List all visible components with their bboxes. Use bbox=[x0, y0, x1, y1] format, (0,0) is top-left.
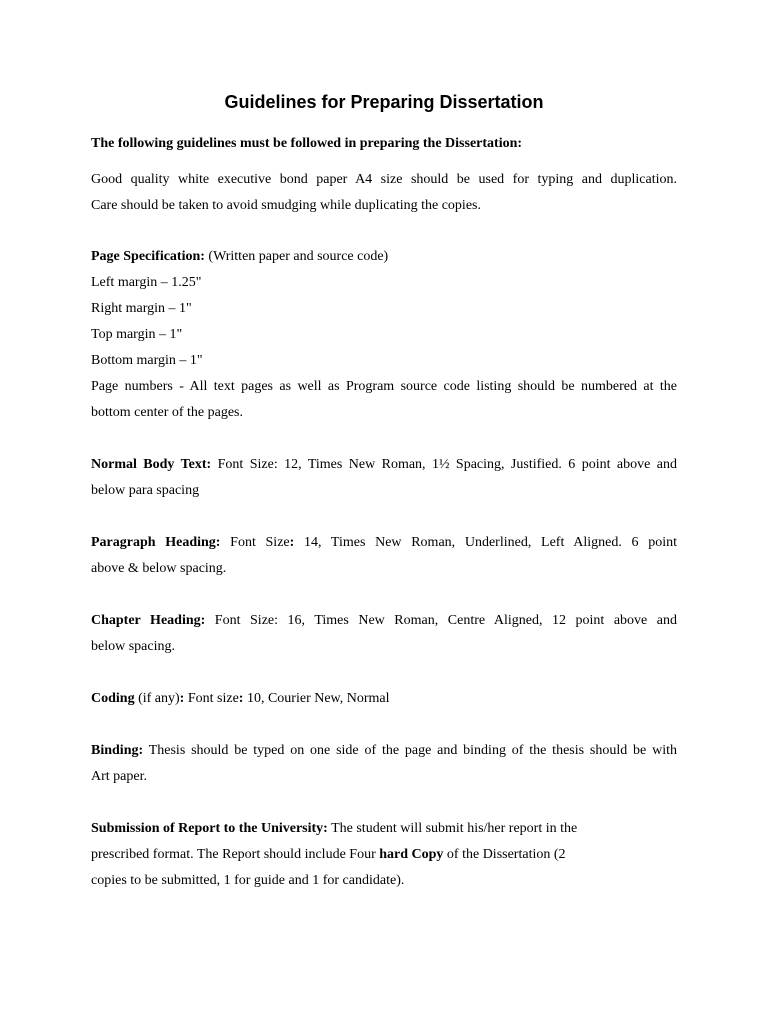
page-numbers-line-2: bottom center of the pages. bbox=[91, 405, 244, 420]
page-specification-section bbox=[91, 244, 677, 426]
submission-line-1-text: The student will submit his/her report in the bbox=[327, 821, 578, 836]
submission-line-1 bbox=[91, 816, 677, 842]
submission-line-2 bbox=[91, 842, 677, 868]
body-text-section bbox=[91, 452, 677, 504]
coding-line bbox=[91, 686, 677, 712]
binding-section bbox=[91, 738, 677, 790]
coding-colon-1: : bbox=[179, 691, 185, 706]
paper-paragraph bbox=[91, 167, 677, 219]
intro-heading bbox=[91, 131, 677, 157]
paragraph-heading-text-a: Font Size bbox=[220, 535, 290, 550]
paragraph-heading-line-1 bbox=[91, 530, 677, 556]
chapter-heading-line-1 bbox=[91, 608, 677, 634]
submission-label: Submission of Report to the University: bbox=[91, 821, 328, 836]
chapter-heading-line-2: below spacing. bbox=[91, 639, 175, 654]
page-spec-note: (Written paper and source code) bbox=[204, 249, 389, 264]
page-numbers-line-1: Page numbers - All text pages as well as Program source code listing should be numbered at the bbox=[91, 379, 677, 394]
binding-label: Binding: bbox=[91, 743, 144, 758]
chapter-heading-line-1-text: Font Size: 16, Times New Roman, Centre Aligned, 12 point above and bbox=[205, 613, 677, 628]
submission-hard-copy: hard Copy bbox=[379, 847, 444, 862]
page-spec-label: Page Specification: bbox=[91, 249, 205, 264]
coding-paren: (if any) bbox=[134, 691, 180, 706]
paragraph-heading-label: Paragraph Heading: bbox=[91, 535, 221, 550]
body-text-line-1 bbox=[91, 452, 677, 478]
coding-text-b: 10, Courier New, Normal bbox=[243, 691, 390, 706]
submission-line-3: copies to be submitted, 1 for guide and 1 for candidate). bbox=[91, 873, 405, 888]
intro-heading-text: The following guidelines must be followed in preparing the Dissertation: bbox=[91, 136, 523, 151]
coding-colon-2: : bbox=[238, 691, 244, 706]
paper-line-1: Good quality white executive bond paper A4 size should be used for typing and duplication. bbox=[91, 172, 677, 187]
right-margin-line: Right margin – 1" bbox=[91, 301, 192, 316]
body-text-line-1-text: Font Size: 12, Times New Roman, 1½ Spacing, Justified. 6 point above and bbox=[211, 457, 678, 472]
body-text-line-2: below para spacing bbox=[91, 483, 200, 498]
submission-section bbox=[91, 816, 677, 894]
chapter-heading-label: Chapter Heading: bbox=[91, 613, 206, 628]
submission-line-2-b: of the Dissertation (2 bbox=[443, 847, 566, 862]
chapter-heading-section bbox=[91, 608, 677, 660]
paper-line-2: Care should be taken to avoid smudging while duplicating the copies. bbox=[91, 198, 481, 213]
page-title: Guidelines for Preparing Dissertation bbox=[224, 92, 544, 112]
binding-line-1-text: Thesis should be typed on one side of the page and binding of the thesis should be with bbox=[143, 743, 677, 758]
bottom-margin-line: Bottom margin – 1" bbox=[91, 353, 203, 368]
page-spec-heading bbox=[91, 244, 677, 270]
body-text-label: Normal Body Text: bbox=[91, 457, 212, 472]
binding-line-1 bbox=[91, 738, 677, 764]
paragraph-heading-line-2: above & below spacing. bbox=[91, 561, 227, 576]
paragraph-heading-colon: : bbox=[289, 535, 295, 550]
paragraph-heading-text-b: 14, Times New Roman, Underlined, Left Aligned. 6 point bbox=[294, 535, 678, 550]
submission-line-2-a: prescribed format. The Report should include Four bbox=[91, 847, 380, 862]
top-margin-line: Top margin – 1" bbox=[91, 327, 183, 342]
left-margin-line: Left margin – 1.25" bbox=[91, 275, 202, 290]
paragraph-heading-section bbox=[91, 530, 677, 582]
coding-section bbox=[91, 686, 677, 712]
coding-text-a: Font size bbox=[184, 691, 239, 706]
binding-line-2: Art paper. bbox=[91, 769, 147, 784]
coding-label: Coding bbox=[91, 691, 135, 706]
